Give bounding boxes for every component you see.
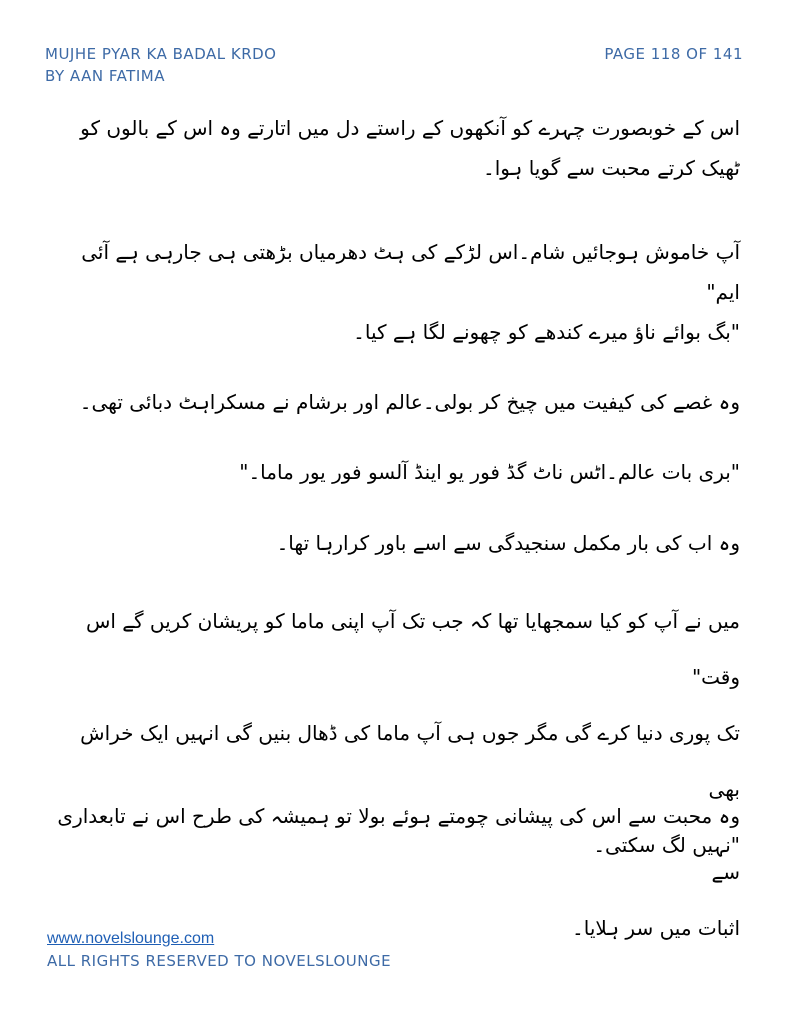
paragraph-3 xyxy=(50,382,740,422)
paragraph-line: "نہیں لگ سکتی۔ xyxy=(593,833,740,857)
paragraph-5 xyxy=(50,523,740,563)
rights-notice: ALL RIGHTS RESERVED TO NOVELSLOUNGE xyxy=(47,952,392,970)
paragraph-line: اس کے خوبصورت چہرے کو آنکھوں کے راستے دل میں اتارتے وہ اس کے بالوں کو xyxy=(80,116,740,140)
paragraph-line: وہ محبت سے اس کی پیشانی چومتے ہوئے بولا تو ہمیشہ کی طرح اس نے تابعداری سے xyxy=(57,804,740,884)
book-title: MUJHE PYAR KA BADAL KRDO xyxy=(45,45,277,63)
paragraph-line: وہ غصے کی کیفیت میں چیخ کر بولی۔عالم اور برشام نے مسکراہٹ دبائی تھی۔ xyxy=(79,390,740,414)
paragraph-4 xyxy=(50,452,740,492)
paragraph-line: آپ خاموش ہوجائیں شام۔اس لڑکے کی ہٹ دھرمیاں بڑھتی ہی جارہی ہے آئی ایم" xyxy=(81,240,740,304)
website-link[interactable]: www.novelslounge.com xyxy=(47,930,215,947)
paragraph-line: وہ اب کی بار مکمل سنجیدگی سے اسے باور کرارہا تھا۔ xyxy=(276,531,740,555)
author-line: BY AAN FATIMA xyxy=(45,67,165,85)
paragraph-1 xyxy=(50,108,740,188)
paragraph-2 xyxy=(50,232,740,352)
paragraph-line: "بگ بوائے ناؤ میرے کندھے کو چھونے لگا ہے کیا۔ xyxy=(353,320,740,344)
paragraph-line: تک پوری دنیا کرے گی مگر جوں ہی آپ ماما کی ڈھال بنیں گی انہیں ایک خراش بھی xyxy=(80,721,740,801)
paragraph-line: میں نے آپ کو کیا سمجھایا تھا کہ جب تک آپ اپنی ماما کو پریشان کریں گے اس وقت" xyxy=(85,609,740,689)
paragraph-line: "بری بات عالم۔اٹس ناٹ گڈ فور یو اینڈ آلسو فور یور ماما۔" xyxy=(239,460,740,484)
paragraph-line: اثبات میں سر ہلایا۔ xyxy=(572,916,740,940)
header-left xyxy=(45,43,276,87)
paragraph-line: ٹھیک کرتے محبت سے گویا ہوا۔ xyxy=(483,156,740,180)
page-number: PAGE 118 OF 141 xyxy=(604,45,743,63)
